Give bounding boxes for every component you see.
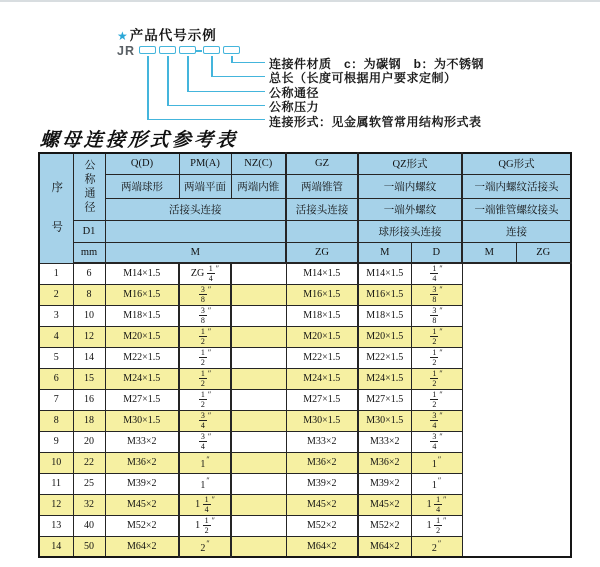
table-row [39, 368, 571, 389]
cell-qg-m: M52×2 [358, 515, 411, 536]
product-code-prefix: JR [117, 44, 135, 58]
connector-line [167, 56, 169, 106]
connector-line [231, 62, 265, 64]
table-title: 螺母连接形式参考表 [39, 130, 239, 151]
cell-m: M18×1.5 [105, 305, 179, 326]
table-row [39, 305, 571, 326]
diagram-heading-text: 产品代号示例 [129, 28, 217, 43]
label-material: 连接件材质 c：为碳钢 b：为不锈钢 [269, 57, 485, 71]
cell-qz-m [231, 515, 286, 536]
cell-dn: 50 [73, 536, 105, 557]
cell-qz-d: M64×2 [286, 536, 358, 557]
header-desc-qg: 一端内螺纹活接头 [462, 174, 571, 198]
header-union-q: 活接头连接 [105, 198, 286, 220]
cell-dn: 12 [73, 326, 105, 347]
cell-seq: 2 [39, 284, 73, 305]
cell-qg-m: M18×1.5 [358, 305, 411, 326]
page-edge [0, 0, 600, 2]
cell-zg: $\frac{1}{2}$ ″ [179, 389, 231, 410]
cell-qg-m: M39×2 [358, 473, 411, 494]
label-nominal-diameter: 公称通径 [269, 86, 320, 100]
table-row [39, 263, 571, 284]
cell-qz-m [231, 452, 286, 473]
cell-m: M16×1.5 [105, 284, 179, 305]
cell-seq: 4 [39, 326, 73, 347]
cell-dn: 18 [73, 410, 105, 431]
connector-line [187, 56, 189, 92]
cell-qz-m [231, 263, 286, 284]
header-qz-ball-joint: 球形接头连接 [358, 220, 462, 242]
table-row [39, 347, 571, 368]
cell-qg-zg: $\frac{3}{8}$ ″ [411, 284, 462, 305]
cell-qg-m: M33×2 [358, 431, 411, 452]
cell-zg: $\frac{1}{2}$ ″ [179, 368, 231, 389]
cell-m: M14×1.5 [105, 263, 179, 284]
label-nominal-pressure: 公称压力 [269, 100, 320, 114]
header-code-qd: Q(D) [105, 153, 179, 174]
code-dash [196, 50, 202, 52]
cell-qz-m [231, 536, 286, 557]
header-unit-qg-m: M [462, 242, 516, 263]
cell-m: M33×2 [105, 431, 179, 452]
cell-qz-m [231, 284, 286, 305]
cell-qg-zg: $\frac{3}{4}$ ″ [411, 431, 462, 452]
cell-qz-d: M18×1.5 [286, 305, 358, 326]
header-empty-q [105, 220, 286, 242]
cell-dn: 15 [73, 368, 105, 389]
cell-m: M64×2 [105, 536, 179, 557]
label-connection-form: 连接形式：见金属软管常用结构形式表 [269, 115, 482, 129]
cell-qg-zg: $\frac{1}{2}$ ″ [411, 389, 462, 410]
cell-zg: $\frac{3}{4}$ ″ [179, 431, 231, 452]
header-code-qg: QG形式 [462, 153, 571, 174]
header-mm: mm [73, 242, 105, 263]
cell-dn: 8 [73, 284, 105, 305]
cell-zg: $\frac{3}{4}$ ″ [179, 410, 231, 431]
cell-m: M24×1.5 [105, 368, 179, 389]
cell-qz-d: M24×1.5 [286, 368, 358, 389]
cell-m: M39×2 [105, 473, 179, 494]
header-desc-gz: 两端锥管 [286, 174, 358, 198]
cell-m: M30×1.5 [105, 410, 179, 431]
cell-zg: ZG $\frac{1}{4}$ ″ [179, 263, 231, 284]
cell-qg-zg: 1 $\frac{1}{4}$ ″ [411, 494, 462, 515]
cell-seq: 12 [39, 494, 73, 515]
cell-qg-m: M14×1.5 [358, 263, 411, 284]
header-desc-qd: 两端球形 [105, 174, 179, 198]
header-desc-qz: 一端内螺纹 [358, 174, 462, 198]
cell-qg-m: M27×1.5 [358, 389, 411, 410]
cell-seq: 7 [39, 389, 73, 410]
cell-m: M52×2 [105, 515, 179, 536]
cell-m: M45×2 [105, 494, 179, 515]
connector-line [147, 119, 265, 121]
table-row [39, 536, 571, 557]
connector-line [167, 105, 265, 107]
table-row [39, 515, 571, 536]
header-unit-qz-m: M [358, 242, 411, 263]
cell-zg: $\frac{1}{2}$ ″ [179, 347, 231, 368]
cell-zg: $\frac{1}{2}$ ″ [179, 326, 231, 347]
label-total-length: 总长（长度可根据用户要求定制） [269, 71, 457, 85]
cell-qz-d: M45×2 [286, 494, 358, 515]
code-box-5 [223, 46, 240, 54]
cell-qg-zg: $\frac{1}{2}$ ″ [411, 347, 462, 368]
cell-qg-m: M20×1.5 [358, 326, 411, 347]
cell-m: M27×1.5 [105, 389, 179, 410]
cell-qz-d: M22×1.5 [286, 347, 358, 368]
code-box-3 [179, 46, 196, 54]
cell-dn: 14 [73, 347, 105, 368]
cell-qz-m [231, 326, 286, 347]
header-qg-connection: 连接 [462, 220, 571, 242]
connector-line [187, 91, 265, 93]
cell-m: M22×1.5 [105, 347, 179, 368]
table-body [39, 263, 571, 557]
cell-seq: 5 [39, 347, 73, 368]
table-row [39, 494, 571, 515]
cell-qz-d: M33×2 [286, 431, 358, 452]
code-box-4 [203, 46, 220, 54]
cell-qg-zg: $\frac{1}{2}$ ″ [411, 368, 462, 389]
header-dn: 公称通径 [73, 153, 105, 220]
cell-dn: 22 [73, 452, 105, 473]
cell-zg: 1 $\frac{1}{4}$ ″ [179, 494, 231, 515]
cell-seq: 10 [39, 452, 73, 473]
connector-line [147, 56, 149, 120]
cell-qz-d: M36×2 [286, 452, 358, 473]
table-row [39, 410, 571, 431]
cell-qz-m [231, 494, 286, 515]
cell-qg-zg: 1″ [411, 473, 462, 494]
header-unit-qz-d: D [411, 242, 462, 263]
header-seq: 序号 [39, 153, 73, 263]
cell-qz-m [231, 410, 286, 431]
cell-qg-m: M16×1.5 [358, 284, 411, 305]
header-d1: D1 [73, 220, 105, 242]
header-qz-external: 一端外螺纹 [358, 198, 462, 220]
table-row [39, 389, 571, 410]
header-desc-nzc: 两端内锥 [231, 174, 286, 198]
header-code-nzc: NZ(C) [231, 153, 286, 174]
cell-qz-d: M27×1.5 [286, 389, 358, 410]
cell-seq: 1 [39, 263, 73, 284]
cell-qg-m: M24×1.5 [358, 368, 411, 389]
cell-seq: 14 [39, 536, 73, 557]
table-row [39, 284, 571, 305]
cell-qz-d: M16×1.5 [286, 284, 358, 305]
table-row [39, 452, 571, 473]
cell-zg: 2″ [179, 536, 231, 557]
cell-dn: 6 [73, 263, 105, 284]
cell-qg-zg: 2″ [411, 536, 462, 557]
header-unit-zg: ZG [286, 242, 358, 263]
header-code-pma: PM(A) [179, 153, 231, 174]
table-row [39, 473, 571, 494]
cell-qz-m [231, 347, 286, 368]
cell-qg-m: M22×1.5 [358, 347, 411, 368]
cell-seq: 13 [39, 515, 73, 536]
code-box-1 [139, 46, 156, 54]
cell-qg-m: M45×2 [358, 494, 411, 515]
cell-dn: 16 [73, 389, 105, 410]
cell-m: M20×1.5 [105, 326, 179, 347]
cell-qg-m: M36×2 [358, 452, 411, 473]
cell-qz-m [231, 305, 286, 326]
table-row [39, 431, 571, 452]
cell-qz-d: M39×2 [286, 473, 358, 494]
cell-dn: 25 [73, 473, 105, 494]
header-unit-m: M [105, 242, 286, 263]
cell-qz-d: M52×2 [286, 515, 358, 536]
cell-seq: 9 [39, 431, 73, 452]
cell-qz-d: M30×1.5 [286, 410, 358, 431]
cell-seq: 6 [39, 368, 73, 389]
cell-zg: $\frac{3}{8}$ ″ [179, 305, 231, 326]
cell-zg: 1″ [179, 473, 231, 494]
cell-seq: 11 [39, 473, 73, 494]
cell-qz-m [231, 473, 286, 494]
connector-line [211, 56, 213, 77]
cell-zg: 1 $\frac{1}{2}$ ″ [179, 515, 231, 536]
cell-zg: 1″ [179, 452, 231, 473]
header-code-qz: QZ形式 [358, 153, 462, 174]
header-empty-gz [286, 220, 358, 242]
cell-qg-zg: $\frac{3}{8}$ ″ [411, 305, 462, 326]
connector-line [211, 76, 265, 78]
diagram-heading [117, 24, 217, 44]
cell-seq: 8 [39, 410, 73, 431]
table-row [39, 326, 571, 347]
header-desc-pma: 两端平面 [179, 174, 231, 198]
cell-qg-zg: 1 $\frac{1}{2}$ ″ [411, 515, 462, 536]
cell-qz-m [231, 431, 286, 452]
header-qg-taper: 一端锥管螺纹接头 [462, 198, 571, 220]
cell-qg-zg: 1″ [411, 452, 462, 473]
star-icon: ★ [117, 29, 129, 43]
cell-qg-m: M30×1.5 [358, 410, 411, 431]
cell-dn: 10 [73, 305, 105, 326]
cell-qg-zg: $\frac{1}{2}$ ″ [411, 326, 462, 347]
cell-m: M36×2 [105, 452, 179, 473]
cell-dn: 32 [73, 494, 105, 515]
cell-dn: 40 [73, 515, 105, 536]
cell-qz-m [231, 389, 286, 410]
cell-qg-zg: $\frac{3}{4}$ ″ [411, 410, 462, 431]
cell-qg-zg: $\frac{1}{4}$ ″ [411, 263, 462, 284]
cell-qg-m: M64×2 [358, 536, 411, 557]
header-union-gz: 活接头连接 [286, 198, 358, 220]
cell-zg: $\frac{3}{8}$ ″ [179, 284, 231, 305]
reference-table [38, 152, 572, 558]
cell-seq: 3 [39, 305, 73, 326]
header-code-gz: GZ [286, 153, 358, 174]
cell-qz-d: M20×1.5 [286, 326, 358, 347]
cell-qz-m [231, 368, 286, 389]
header-unit-qg-zg: ZG [516, 242, 571, 263]
cell-dn: 20 [73, 431, 105, 452]
code-box-2 [159, 46, 176, 54]
cell-qz-d: M14×1.5 [286, 263, 358, 284]
